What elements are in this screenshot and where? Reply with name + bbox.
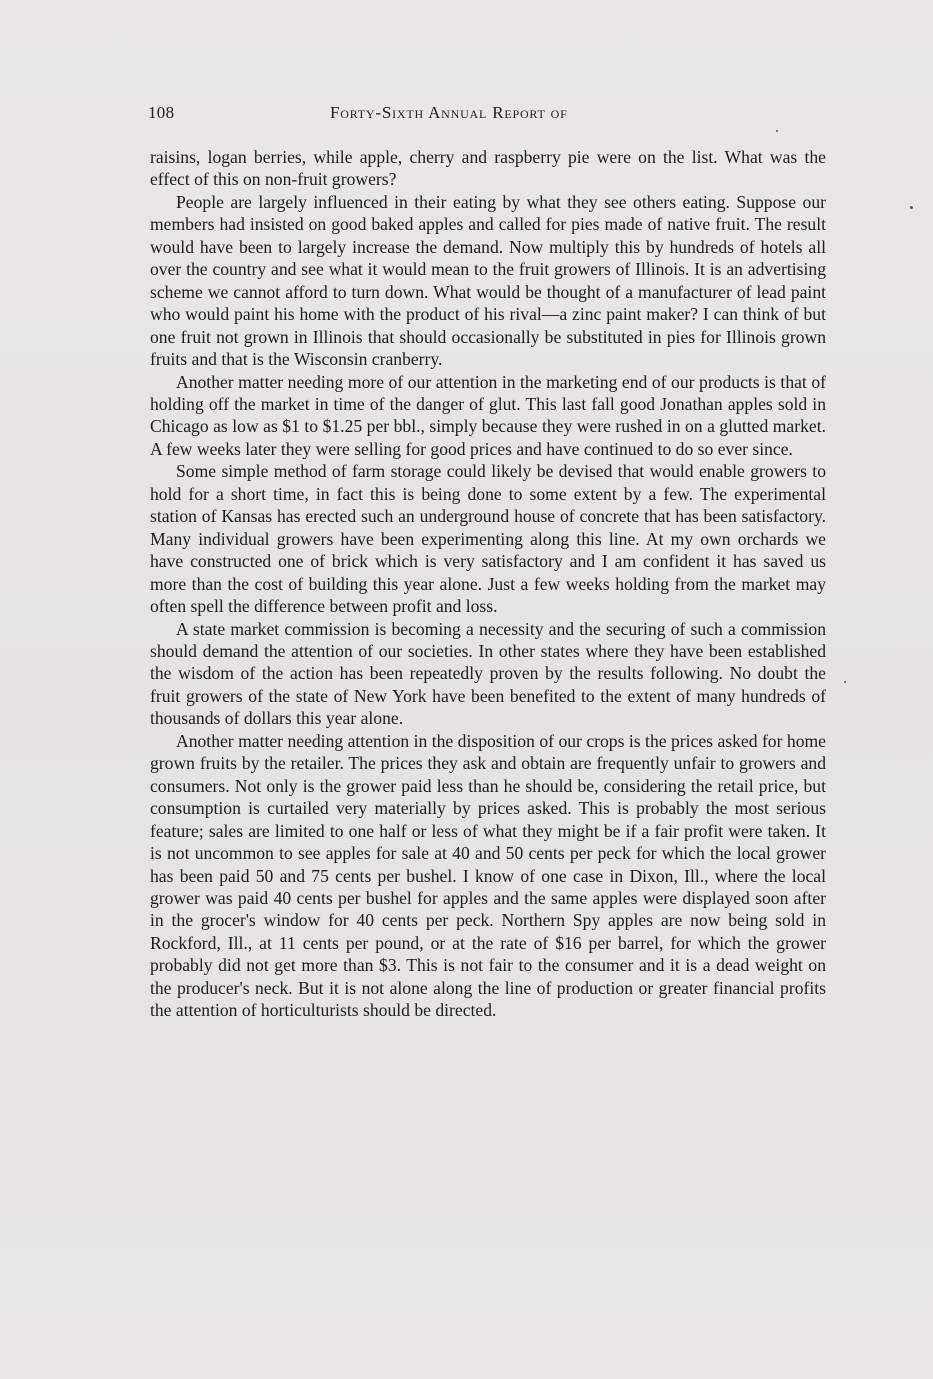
page-number: 108 — [148, 103, 175, 122]
running-title: Forty-Sixth Annual Report of — [330, 103, 568, 122]
paragraph-eating-influence: People are largely influenced in their eating by what they see others eating. Suppose our members had insisted on good baked apples and called for pies made of native fruit. The result would have been to largely increase the demand. Now multiply this by hundreds of hotels all over the country and see what it would mean to the fruit growers of Illinois. It is an advertising scheme we cannot afford to turn down. What would be thought of a manufacturer of lead paint who would paint his home with the product of his rival—a zinc paint maker? I can think of but one fruit not grown in Illinois that should occasionally be substituted in pies for Illinois grown fruits and that is the Wisconsin cranberry. — [150, 191, 826, 370]
page-speck — [776, 130, 778, 132]
page-header — [148, 103, 818, 127]
paragraph-market-glut: Another matter needing more of our attention in the marketing end of our products is that of holding off the market in time of the danger of glut. This last fall good Jonathan apples sold in Chicago as low as $1 to $1.25 per bbl., simply because they were rushed in on a glutted market. A few weeks later they were selling for good prices and have continued to do so ever since. — [150, 371, 826, 459]
body-text — [150, 146, 826, 1022]
page-speck — [844, 681, 846, 683]
paragraph-market-commission: A state market commission is becoming a necessity and the securing of such a commission should demand the attention of our societies. In other states where they have been established the wisdom of the action has been repeatedly proven by the results following. No doubt the fruit growers of the state of New York have been benefited to the extent of many hundreds of thousands of dollars this year alone. — [150, 618, 826, 729]
page-speck — [910, 206, 913, 209]
paragraph-farm-storage: Some simple method of farm storage could likely be devised that would enable growers to hold for a short time, in fact this is being done to some extent by a few. The experimental station of Kansas has erected such an underground house of concrete that has been satisfactory. Many individual growers have been experimenting along this line. At my own orchards we have constructed one of brick which is very satisfactory and I am confident it has saved us more than the cost of building this year alone. Just a few weeks holding from the market may often spell the difference between profit and loss. — [150, 461, 826, 617]
paragraph-continuation: raisins, logan berries, while apple, cherry and raspberry pie were on the list. What was the effect of this on non-fruit growers? — [150, 147, 826, 190]
paragraph-retail-prices: Another matter needing attention in the disposition of our crops is the prices asked for home grown fruits by the retailer. The prices they ask and obtain are frequently unfair to growers and consumers. Not only is the grower paid less than he should be, considering the retail price, but consumption is curtailed very materially by prices asked. This is probably the most serious feature; sales are limited to one half or less of what they might be if a fair profit were taken. It is not uncommon to see apples for sale at 40 and 50 cents per peck for which the local grower has been paid 50 and 75 cents per bushel. I know of one case in Dixon, Ill., where the local grower was paid 40 cents per bushel for apples and the same apples were displayed soon after in the grocer's window for 40 cents per peck. Northern Spy apples are now being sold in Rockford, Ill., at 11 cents per pound, or at the rate of $16 per barrel, for which the grower probably did not get more than $3. This is not fair to the consumer and it is a dead weight on the producer's neck. But it is not alone along the line of production or greater financial profits the attention of horticulturists should be directed. — [150, 730, 826, 1021]
